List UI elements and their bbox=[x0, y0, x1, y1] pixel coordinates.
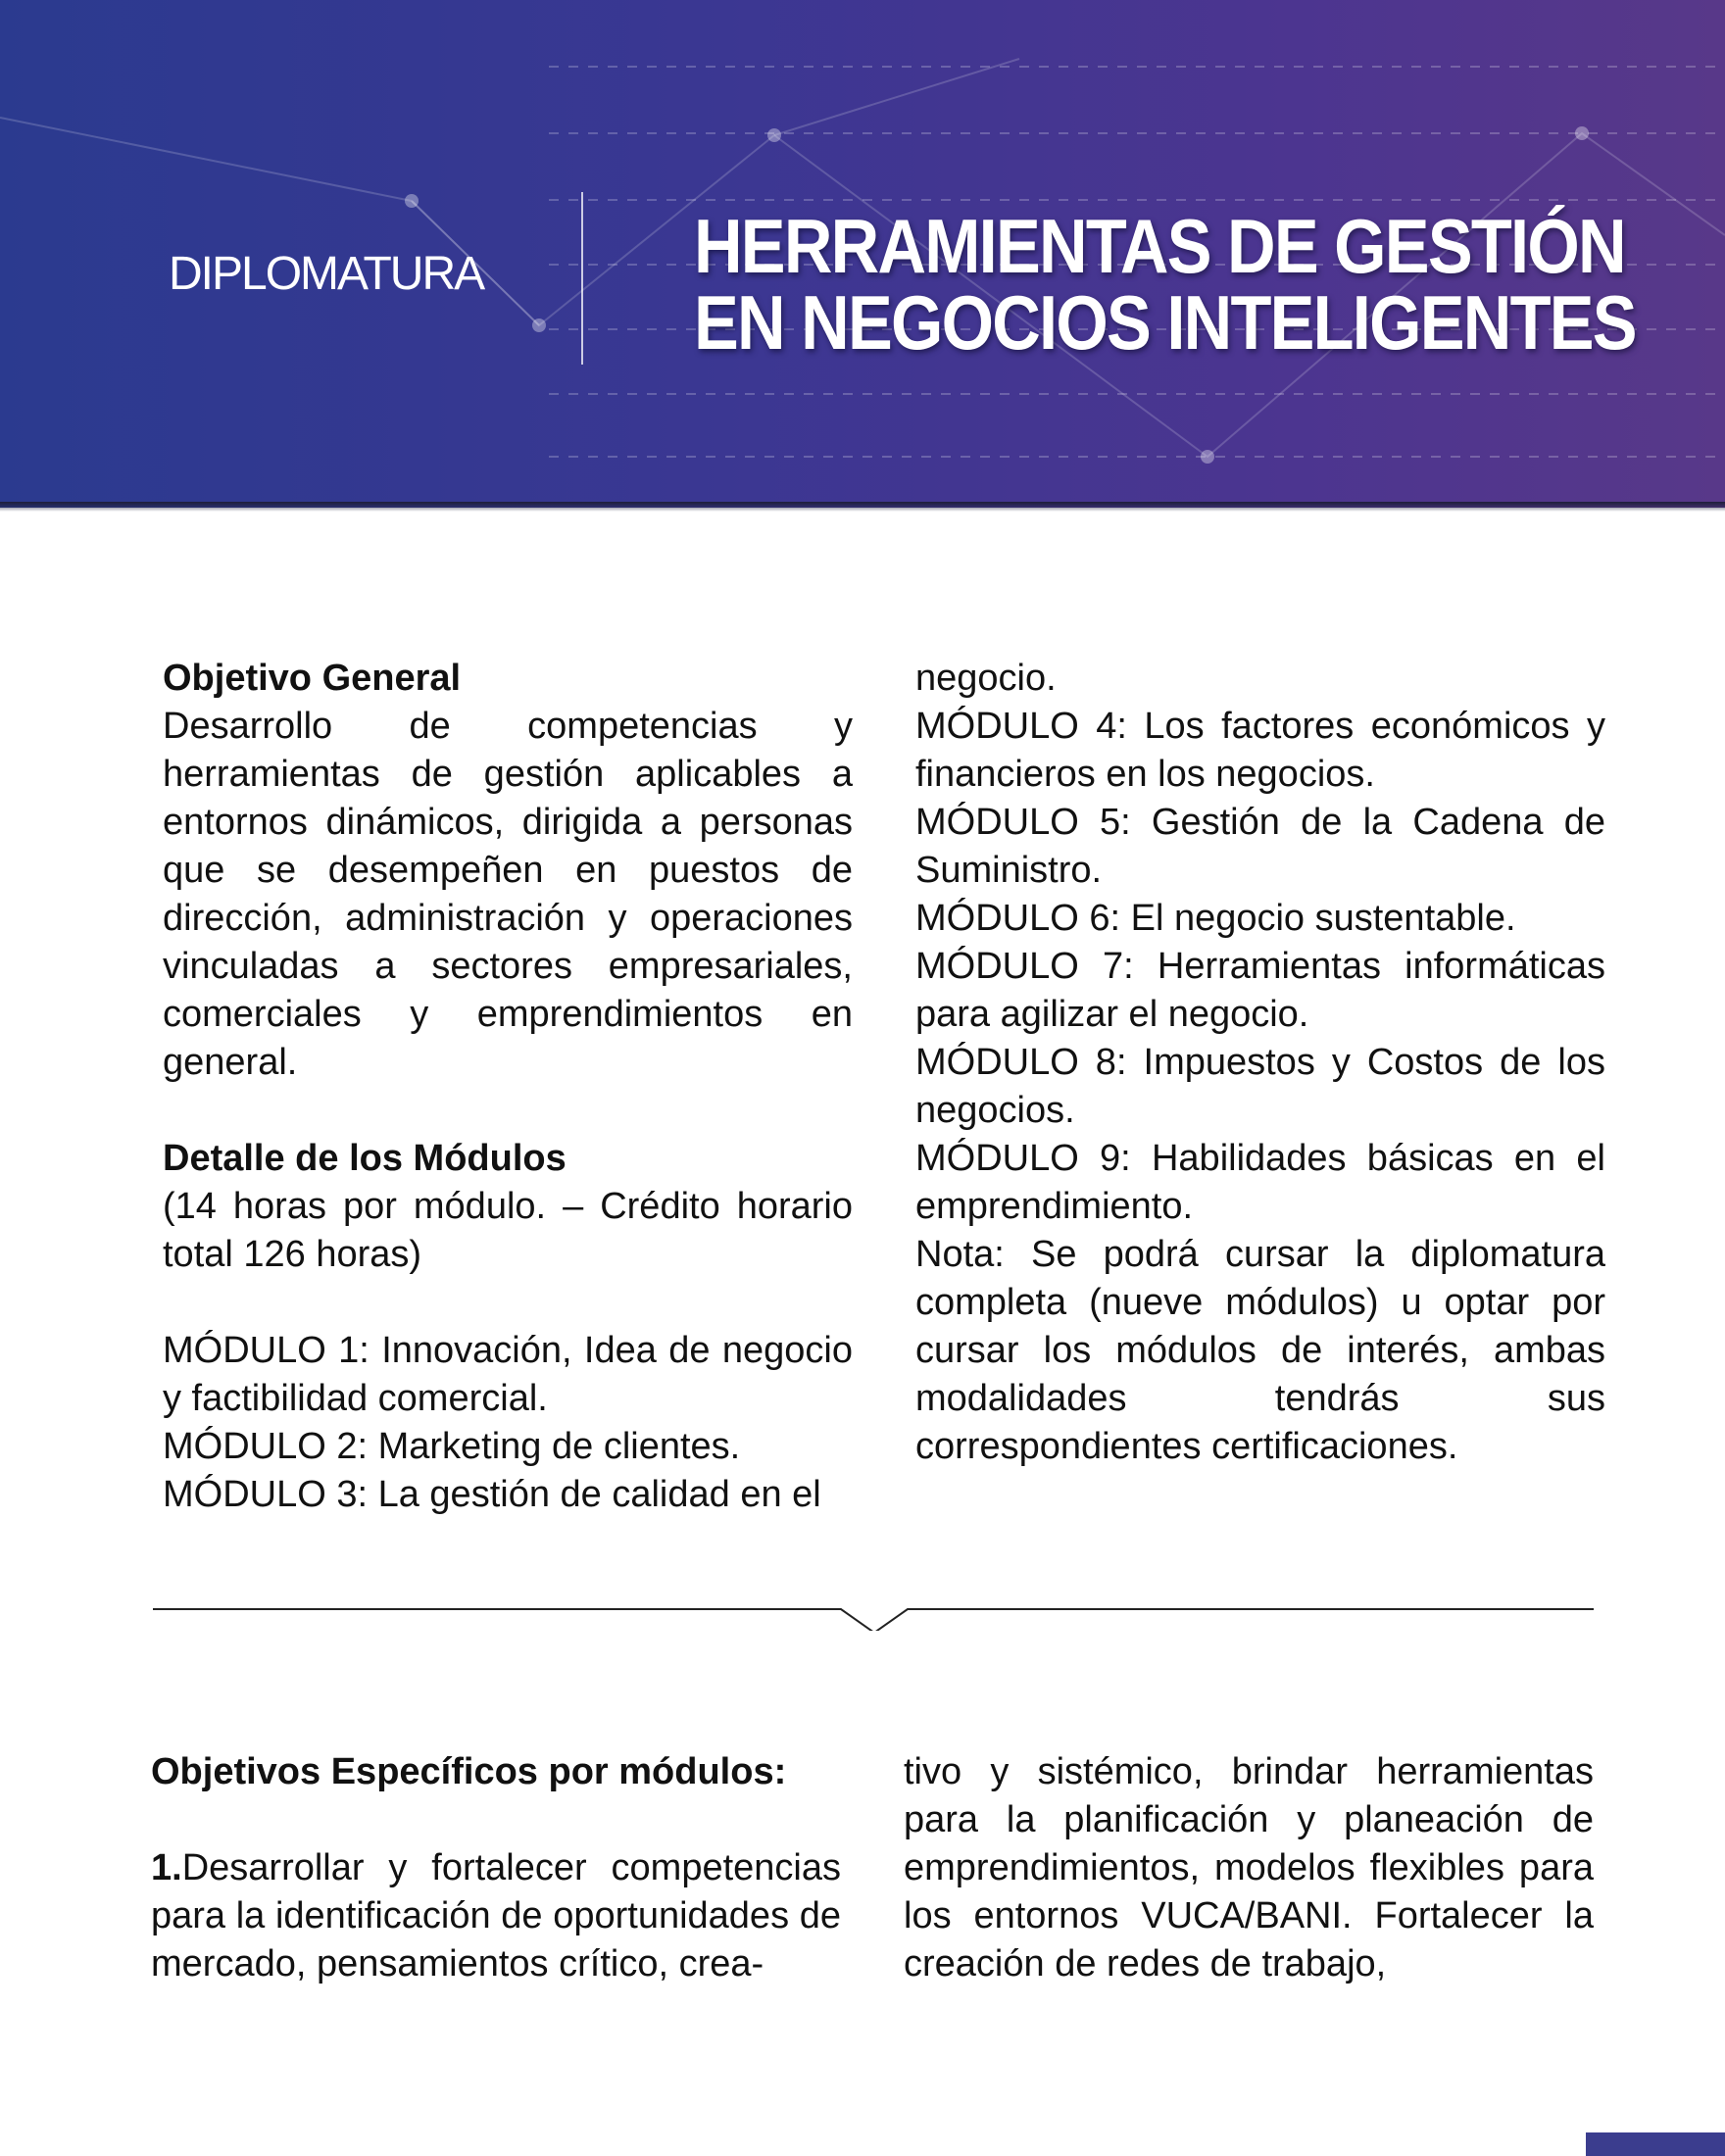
objetivo-item-1-text: Desarrollar y fortalecer competencias para la identificación de oportunidades de mercado, pensamientos crítico, crea- bbox=[151, 1847, 841, 1984]
modulo-1: MÓDULO 1: Innovación, Idea de negocio y factibilidad comercial. bbox=[163, 1330, 853, 1419]
column-right-bottom bbox=[904, 1748, 1594, 1988]
header-banner bbox=[0, 0, 1725, 508]
detalle-modulos-heading: Detalle de los Módulos bbox=[163, 1138, 567, 1179]
objetivo-general-heading: Objetivo General bbox=[163, 658, 462, 699]
spacer bbox=[163, 1279, 853, 1327]
objetivos-especificos-heading: Objetivos Específicos por módulos: bbox=[151, 1751, 787, 1792]
objetivo-item-1-number: 1. bbox=[151, 1847, 182, 1888]
page-title bbox=[694, 203, 1636, 366]
banner-shadow bbox=[0, 502, 1725, 512]
detalle-modulos-note: (14 horas por módulo. – Crédito horario total 126 horas) bbox=[163, 1186, 853, 1275]
modulo-9: MÓDULO 9: Habilidades básicas en el emprendimiento. bbox=[915, 1138, 1605, 1227]
page-title-line-1: HERRAMIENTAS DE GESTIÓN bbox=[694, 203, 1625, 289]
column-left-bottom bbox=[151, 1748, 841, 1988]
column-left-top bbox=[163, 655, 853, 1519]
modulo-4: MÓDULO 4: Los factores económicos y financieros en los negocios. bbox=[915, 706, 1605, 795]
nota-text: Nota: Se podrá cursar la diplomatura completa (nueve módulos) u optar por cursar los módulos de interés, ambas modalidades tendrás sus correspondientes certificaciones. bbox=[915, 1234, 1605, 1467]
modulo-5: MÓDULO 5: Gestión de la Cadena de Suministro. bbox=[915, 802, 1605, 891]
section-separator bbox=[153, 1592, 1594, 1631]
modulo-3-end: negocio. bbox=[915, 658, 1057, 699]
modulo-7: MÓDULO 7: Herramientas informáticas para agilizar el negocio. bbox=[915, 946, 1605, 1035]
objetivo-item-1-continuation: tivo y sistémico, brindar herramientas para la planificación y planeación de emprendimientos, modelos flexibles para los entornos VUCA/BANI. Fortalecer la creación de redes de trabajo, bbox=[904, 1751, 1594, 1984]
modulo-2: MÓDULO 2: Marketing de clientes. bbox=[163, 1426, 741, 1467]
modulo-3-start: MÓDULO 3: La gestión de calidad en el bbox=[163, 1474, 821, 1515]
page-corner-accent bbox=[1586, 2132, 1725, 2156]
spacer bbox=[163, 1087, 853, 1135]
header-divider bbox=[581, 192, 583, 365]
program-type-label: DIPLOMATURA bbox=[169, 248, 484, 300]
objetivo-item-1-start bbox=[151, 1844, 841, 1988]
modulo-8: MÓDULO 8: Impuestos y Costos de los negocios. bbox=[915, 1042, 1605, 1131]
column-right-top bbox=[915, 655, 1605, 1471]
objetivo-general-text: Desarrollo de competencias y herramientas de gestión aplicables a entornos dinámicos, dirigida a personas que se desempeñen en puestos de dirección, administración y operaciones vinculadas a sectores empresariales, comerciales y emprendimientos en general. bbox=[163, 706, 853, 1083]
spacer bbox=[151, 1796, 841, 1844]
modulo-6: MÓDULO 6: El negocio sustentable. bbox=[915, 898, 1516, 939]
page-title-line-2: EN NEGOCIOS INTELIGENTES bbox=[694, 279, 1636, 366]
